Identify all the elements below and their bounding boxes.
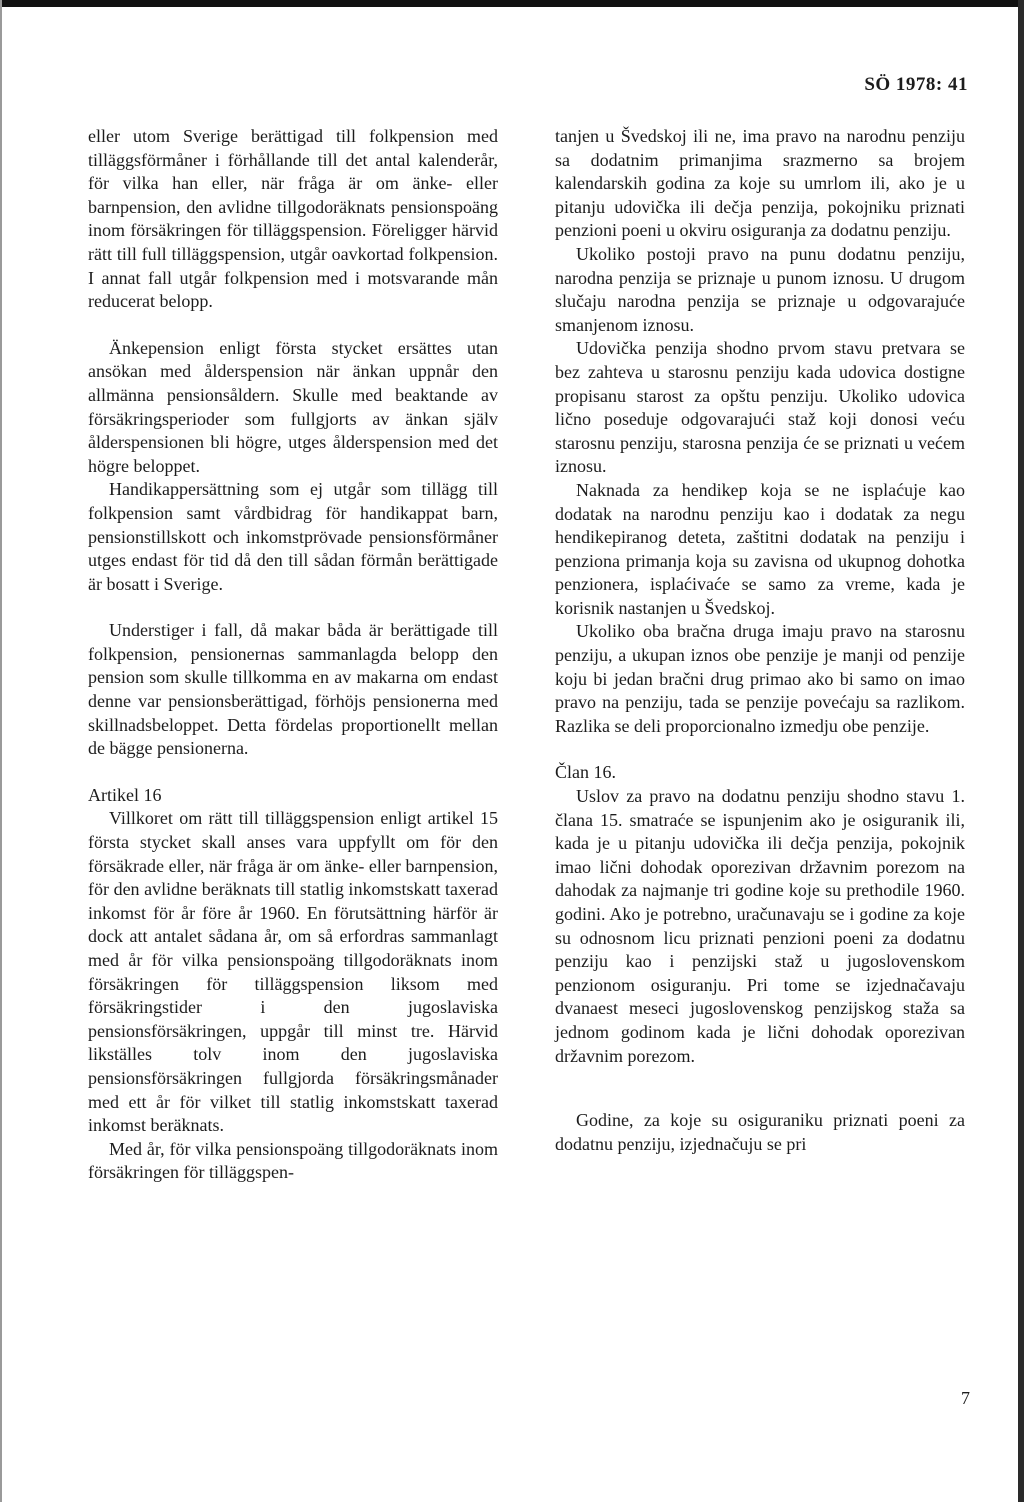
page-reference: SÖ 1978: 41 (864, 74, 968, 95)
page-number: 7 (961, 1388, 970, 1408)
paragraph: Ukoliko oba bračna druga imaju pravo na starosnu penziju, a ukupan iznos obe penzije je manji od penzije koju bi jedan bračni drug primao ako bi samo on imao pravo na penziju, tada se penzije povećaju sa razlikom. Razlika se deli proporcionalno izmedju obe penzije. (555, 621, 965, 736)
scan-border-top (0, 0, 1024, 7)
paragraph: Med år, för vilka pensionspoäng tillgodoräknats inom försäkringen för tilläggspen- (88, 1138, 498, 1183)
paragraph: tanjen u Švedskoj ili ne, ima pravo na narodnu penziju sa dodatnim primanjima srazmerno sa brojem kalendarskih godina za koje su umrlom ili, ako je u pitanju udovička ili dečja penzija, pokojniku priznati penzioni poeni u okviru osiguranja za dodatnu penziju. (555, 126, 965, 241)
article-heading: Član 16. (555, 762, 616, 783)
swedish-column (88, 125, 498, 1185)
scan-border-right (1018, 0, 1024, 1502)
paragraph: Naknada za hendikep koja se ne isplaćuje kao dodatak na narodnu penziju kao i dodatak za negu hendikepiranog deteta, zaštitni dodatak na penziju i penziona primanja koja su zavisna od ukupnog dohotka penzionera, isplaćivaće se samo za vreme, kada je korisnik nastanjen u Švedskoj. (555, 479, 965, 618)
paragraph: Villkoret om rätt till tilläggspension enligt artikel 15 första stycket skall anses vara uppfyllt om för den försäkrade eller, när fråga är om änke- eller barnpension, för den avlidne beräknats till statlig inkomstskatt taxerad inkomst för år före år 1960. En förutsättning härför är dock att antalet sådana år, om så erfordras sammanlagt med år för vilka pensionspoäng tillgodoräknats inom försäkringen för tilläggspension liksom med försäkringstider i den jugoslaviska pensionsförsäkringen, uppgår till minst tre. Härvid likställes tolv inom den jugoslaviska pensionsförsäkringen fullgjorda försäkringsmånader med ett år för vilket till statlig inkomstskatt taxerad inkomst beräknats. (88, 808, 498, 1136)
scan-border-left (0, 0, 2, 1502)
paragraph: eller utom Sverige berättigad till folkpension med tilläggsförmåner i förhållande till det antal kalenderår, för vilka han eller, när fråga är om änke- eller barnpension, den avlidne tillgodoräknats pensionspoäng inom försäkringen för tilläggspension. Föreligger härvid rätt till full tilläggspension, utgår oavkortad folkpension. I annat fall utgår folkpension med i motsvarande mån reducerat belopp. (88, 126, 498, 312)
paragraph: Godine, za koje su osiguraniku priznati poeni za dodatnu penziju, izjednačuju se pri (555, 1110, 965, 1154)
paragraph: Uslov za pravo na dodatnu penziju shodno stavu 1. člana 15. smatraće se ispunjenim ako je osiguranik ili, kada je u pitanju udovička ili dečja penzija, pokojnik imao lični dohodak oporezivan državnim porezom na dahodak za najmanje tri godine koje su prethodile 1960. godini. Ako je potrebno, uračunavaju se i godine za koje su odnosnom licu priznati penzioni poeni za dodatnu penziju kao i penzijski staž u jugoslovenskom penzionom osiguranju. Pri tome se izjednačavaju dvanaest meseci jugoslovenskog penzijskog staža sa jednom godinom kada je lični dohodak oporezivan državnim porezom. (555, 786, 965, 1066)
serbo-croatian-column (555, 125, 965, 1156)
paragraph: Udovička penzija shodno prvom stavu pretvara se bez zahteva u starosnu penziju kada udovica dostigne propisanu starost za opštu penziju. Ukoliko udovica lično poseduje odgovarajući staž koji donosi veću starosnu penziju, starosna penzija će se priznati u većem iznosu. (555, 338, 965, 477)
paragraph: Understiger i fall, då makar båda är berättigade till folkpension, pensionernas sammanlagda belopp den pension som skulle tillkomma en av makarna om endast denne var pensionsberättigad, förhöjs pensionerna med skillnadsbeloppet. Detta fördelas proportionellt mellan de bägge pensionerna. (88, 620, 498, 759)
article-heading: Artikel 16 (88, 784, 162, 805)
paragraph: Handikappersättning som ej utgår som tillägg till folkpension samt vårdbidrag för handikappat barn, pensionstillskott och inkomstprövade pensionsförmåner utges endast för tid då den till sådan förmån berättigade är bosatt i Sverige. (88, 479, 498, 594)
paragraph: Änkepension enligt första stycket ersättes utan ansökan med ålderspension när änkan uppnår den allmänna pensionsåldern. Skulle med beaktande av försäkringsperioder som fullgjorts av änkan själv ålderspensionen bli högre, utges ålderspension med det högre beloppet. (88, 337, 498, 476)
paragraph: Ukoliko postoji pravo na punu dodatnu penziju, narodna penzija se priznaje u punom iznosu. U drugom slučaju narodna penzija se priznaje u odgovarajuće smanjenom iznosu. (555, 243, 965, 335)
